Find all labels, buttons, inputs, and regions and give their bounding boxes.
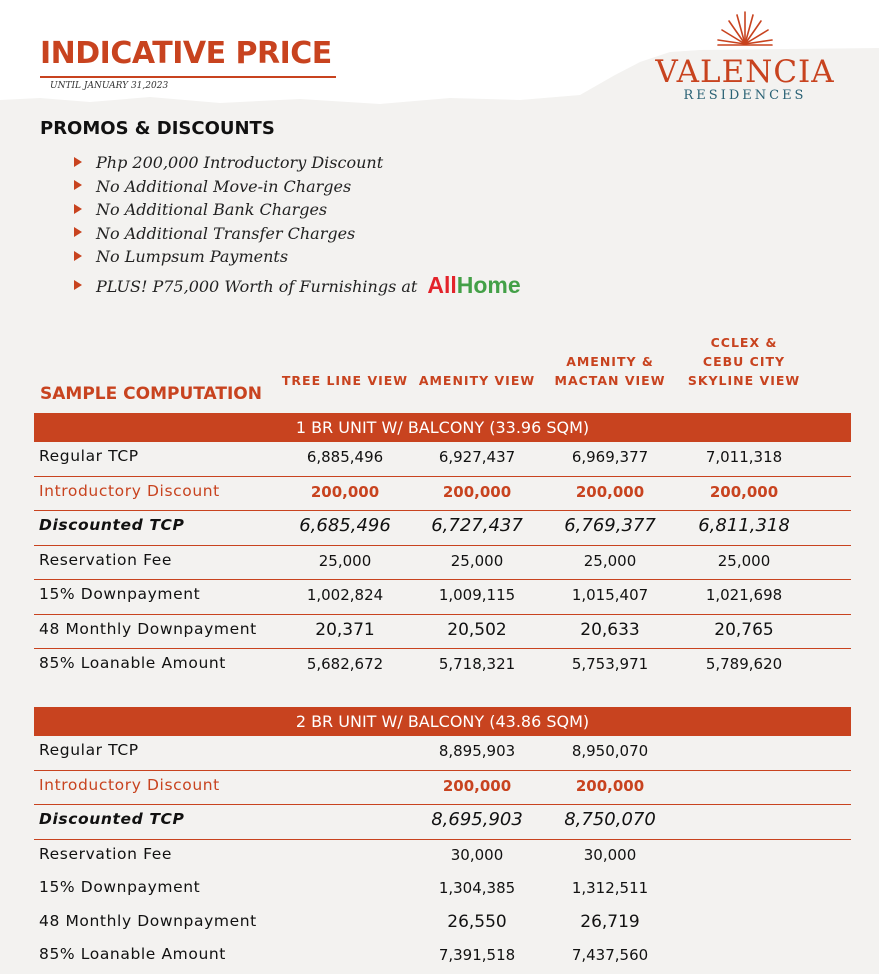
table-cell: 26,719 (580, 911, 640, 932)
table-cell: 6,685,496 (299, 515, 391, 536)
table-cell: 6,769,377 (564, 515, 656, 536)
column-header-line: SKYLINE VIEW (687, 373, 801, 388)
table-row (34, 649, 851, 683)
column-header (270, 371, 420, 390)
table-cell: 7,011,318 (705, 448, 783, 466)
promo-item (74, 247, 594, 271)
table-cell: 5,682,672 (306, 655, 384, 673)
table-cell: 200,000 (575, 482, 645, 501)
table-row (34, 546, 851, 581)
promo-item (74, 200, 594, 224)
table-cell: 6,927,437 (438, 448, 516, 466)
promo-item (74, 224, 594, 248)
table-cell: 1,015,407 (571, 586, 649, 604)
row-label: Discounted TCP (39, 516, 185, 534)
promo-item (74, 177, 594, 201)
table-cell: 20,502 (447, 619, 507, 640)
promo-item (74, 153, 594, 177)
row-label: 15% Downpayment (39, 878, 201, 896)
row-label: 48 Monthly Downpayment (39, 911, 257, 930)
table-cell: 30,000 (583, 845, 637, 864)
table-row (34, 477, 851, 512)
table-cell: 1,312,511 (571, 879, 649, 897)
table-row (34, 805, 851, 840)
column-header-line: TREE LINE VIEW (281, 373, 409, 388)
table-cell: 20,633 (580, 619, 640, 640)
allhome-logo (427, 272, 520, 298)
table-cell: 6,885,496 (306, 448, 384, 466)
row-label: Regular TCP (39, 741, 139, 759)
chevron-right-icon (74, 204, 82, 214)
promo-text: Php 200,000 Introductory Discount (96, 153, 384, 172)
table-cell: 1,304,385 (438, 879, 516, 897)
table-cell: 1,021,698 (705, 586, 783, 604)
table-row (34, 615, 851, 650)
table-cell: 5,753,971 (571, 655, 649, 673)
row-label: 85% Loanable Amount (39, 945, 226, 963)
table-cell: 200,000 (709, 482, 779, 501)
price-validity-date: UNTIL JANUARY 31,2023 (50, 81, 169, 91)
table-row (34, 771, 851, 806)
table-cell: 8,750,070 (564, 809, 656, 830)
column-header (535, 352, 685, 390)
promo-text: No Additional Transfer Charges (96, 223, 356, 243)
table-cell: 6,727,437 (431, 515, 523, 536)
table-cell: 20,371 (315, 619, 375, 640)
row-label: Introductory Discount (39, 481, 220, 500)
table-row (34, 511, 851, 546)
table-cell: 200,000 (575, 776, 645, 795)
column-header (669, 333, 819, 390)
table-cell: 8,895,903 (438, 742, 516, 760)
row-label: 48 Monthly Downpayment (39, 619, 257, 638)
brand-subname: RESIDENCES (683, 88, 807, 103)
column-header-line: CEBU CITY (702, 354, 786, 369)
table-cell: 25,000 (318, 551, 372, 570)
table-cell: 20,765 (714, 619, 774, 640)
promos-heading: PROMOS & DISCOUNTS (40, 118, 275, 139)
unit-type-band: 1 BR UNIT W/ BALCONY (33.96 SQM) (34, 413, 851, 442)
chevron-right-icon (74, 280, 82, 290)
table-cell: 5,789,620 (705, 655, 783, 673)
sunburst-icon (715, 10, 775, 48)
row-label: Reservation Fee (39, 844, 173, 863)
chevron-right-icon (74, 180, 82, 190)
promo-list (74, 153, 594, 298)
chevron-right-icon (74, 251, 82, 261)
table-row (34, 840, 851, 874)
table-cell: 7,437,560 (571, 946, 649, 964)
chevron-right-icon (74, 157, 82, 167)
title-underline (40, 76, 336, 78)
unit-type-band: 2 BR UNIT W/ BALCONY (43.86 SQM) (34, 707, 851, 736)
valencia-logo (640, 8, 850, 108)
table-row (34, 873, 851, 907)
brand-name: VALENCIA (655, 54, 835, 90)
row-label: Regular TCP (39, 447, 139, 465)
table-cell: 8,950,070 (571, 742, 649, 760)
row-label: 15% Downpayment (39, 585, 201, 603)
promo-text: No Lumpsum Payments (96, 247, 289, 266)
table-cell: 25,000 (450, 551, 504, 570)
column-header-line: AMENITY VIEW (418, 373, 536, 388)
table-cell: 7,391,518 (438, 946, 516, 964)
table-cell: 30,000 (450, 845, 504, 864)
allhome-logo-part1: All (427, 271, 457, 298)
table-cell: 25,000 (717, 551, 771, 570)
table-row (34, 940, 851, 974)
page-title: INDICATIVE PRICE (40, 36, 332, 71)
sample-computation-label: SAMPLE COMPUTATION (40, 384, 262, 404)
promo-text: No Additional Move-in Charges (96, 176, 352, 196)
column-header-line: AMENITY & (566, 354, 654, 369)
table-row (34, 736, 851, 771)
table-cell: 8,695,903 (431, 809, 523, 830)
table-cell: 25,000 (583, 551, 637, 570)
table-row (34, 580, 851, 615)
price-table-2br (34, 707, 851, 974)
column-header-line: MACTAN VIEW (554, 373, 666, 388)
table-row (34, 907, 851, 941)
row-label: Reservation Fee (39, 550, 173, 569)
promo-text: No Additional Bank Charges (96, 200, 328, 219)
allhome-logo-part2: Home (456, 271, 521, 298)
table-cell: 6,811,318 (698, 515, 790, 536)
promo-item (74, 271, 594, 298)
table-cell: 1,009,115 (438, 586, 516, 604)
table-cell: 200,000 (442, 482, 512, 501)
table-row (34, 442, 851, 477)
chevron-right-icon (74, 227, 82, 237)
table-cell: 6,969,377 (571, 448, 649, 466)
table-cell: 200,000 (442, 776, 512, 795)
row-label: Discounted TCP (39, 810, 185, 828)
table-cell: 200,000 (310, 482, 380, 501)
row-label: 85% Loanable Amount (39, 654, 226, 672)
column-header-line: CCLEX & (710, 335, 778, 350)
table-cell: 5,718,321 (438, 655, 516, 673)
column-header (402, 371, 552, 390)
price-table-1br (34, 413, 851, 683)
table-cell: 1,002,824 (306, 586, 384, 604)
promo-text: PLUS! P75,000 Worth of Furnishings at (96, 276, 418, 296)
table-cell: 26,550 (447, 911, 507, 932)
row-label: Introductory Discount (39, 775, 220, 794)
